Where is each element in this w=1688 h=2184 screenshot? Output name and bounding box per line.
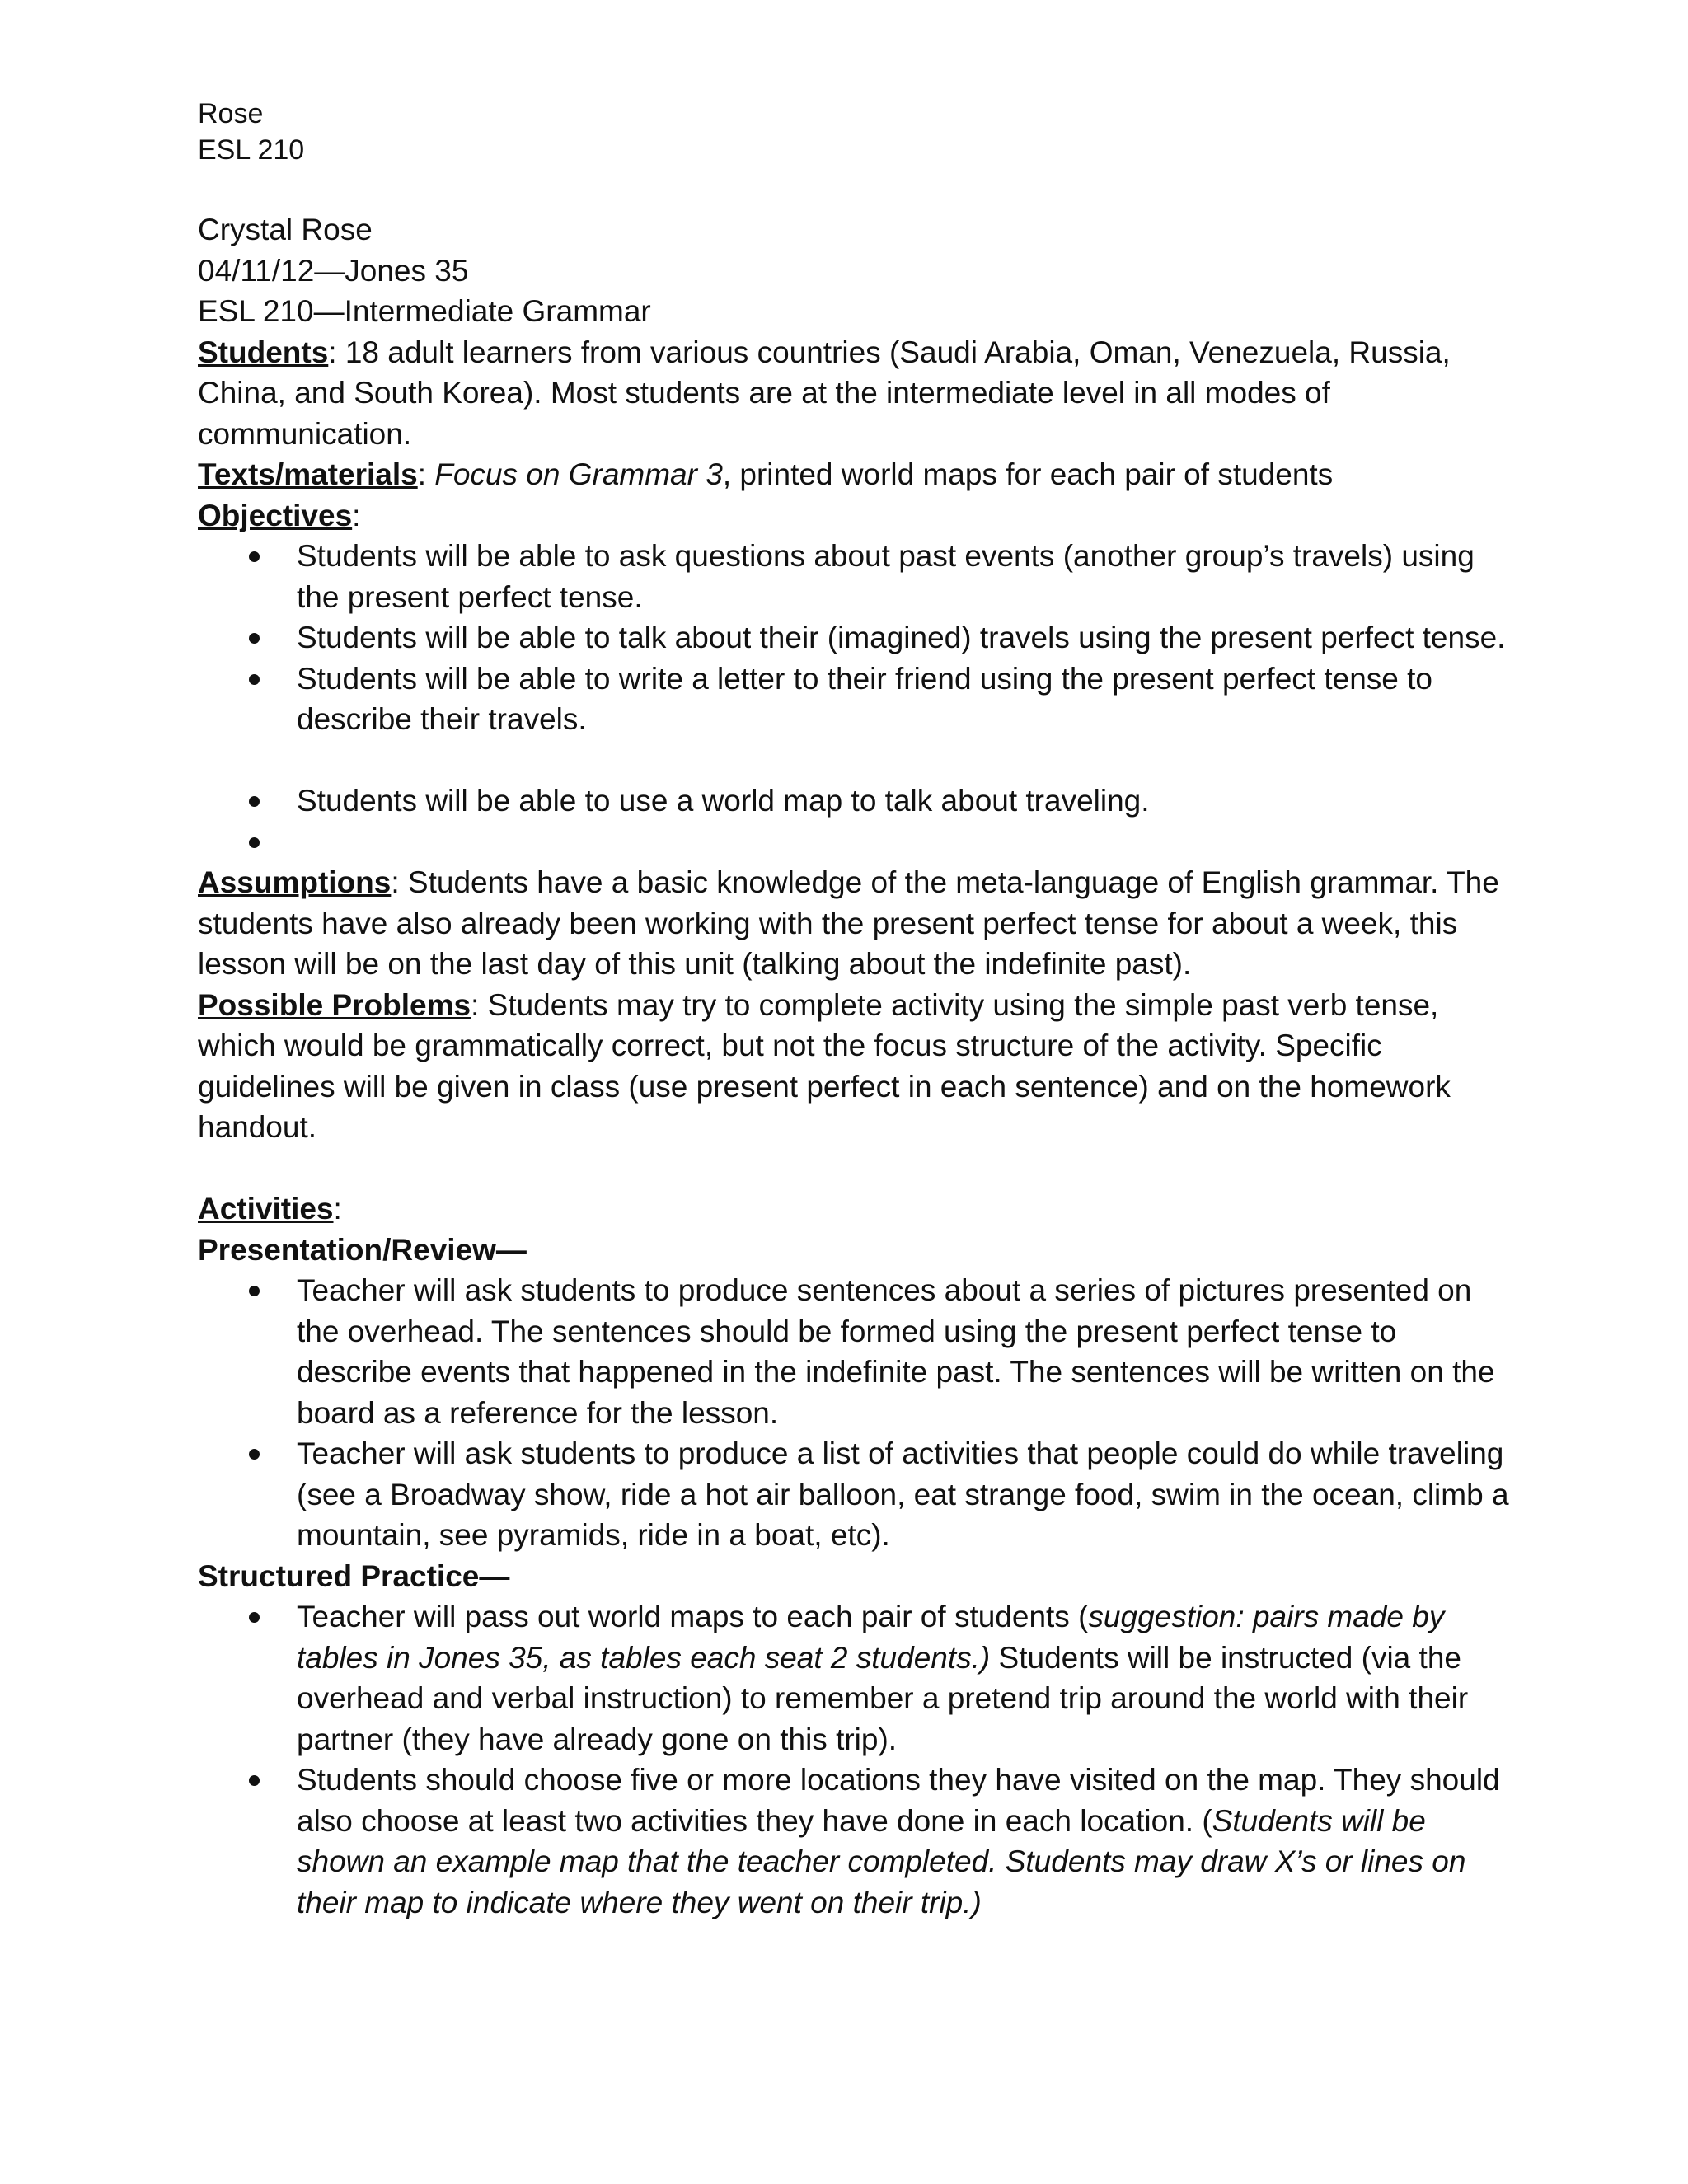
lesson-plan [198,209,1517,1923]
list-gap [198,740,1517,781]
presentation-item: Teacher will ask students to produce a list of activities that people could do while traveling (see a Broadway show, ride a hot air balloon, eat strange food, swim in the ocean, climb a mountain, see pyramids, ride in a boat, etc). [198,1433,1517,1556]
activities-colon: : [333,1192,342,1226]
structured-heading: Structured Practice— [198,1558,510,1593]
materials-label: Texts/materials [198,457,418,491]
presentation-list [198,1270,1517,1556]
objective-item: Students will be able to write a letter to their friend using the present perfect tense to describe their travels. [198,658,1517,740]
header-surname: Rose [198,98,264,129]
objectives-colon: : [352,498,361,532]
header-course-code: ESL 210 [198,134,305,166]
objective-item: Students will be able to use a world map to talk about traveling. [198,780,1517,822]
problems-section [198,985,1517,1148]
structured-item [198,1596,1517,1760]
materials-book: Focus on Grammar 3 [434,457,723,491]
section-gap [198,1148,1517,1189]
course-title: ESL 210—Intermediate Grammar [198,294,651,328]
students-text: : 18 adult learners from various countries (Saudi Arabia, Oman, Venezuela, Russia, China, and South Korea). Most students are at the intermediate level in all modes of communication. [198,335,1451,451]
materials-sep: : [417,457,435,491]
materials-section [198,454,1517,495]
students-section [198,332,1517,455]
problems-text: : Students may try to complete activity using the simple past verb tense, which would be grammatically correct, but not the focus structure of the activity. Specific guidelines will be given in class (use present perfect in each sentence) and on the homework handout. [198,987,1451,1144]
structured-item [198,1760,1517,1923]
presentation-item: Teacher will ask students to produce sentences about a series of pictures presented on the overhead. The sentences should be formed using the present perfect tense to describe events that happened in the indefinite past. The sentences will be written on the board as a reference for the lesson. [198,1270,1517,1433]
objective-item: Students will be able to talk about their (imagined) travels using the present perfect tense. [198,617,1517,658]
activities-label: Activities [198,1192,334,1226]
structured-item-note: Students will be shown an example map that the teacher completed. Students may draw X’s or lines on their map to indicate where they went on their trip.) [297,1803,1466,1919]
structured-item-text: Students will be instructed (via the overhead and verbal instruction) to remember a pretend trip around the world with their partner (they have already gone on this trip). [297,1640,1469,1756]
activities-heading [198,1188,1517,1230]
structured-list [198,1596,1517,1923]
structured-item-text: Students should choose five or more locations they have visited on the map. They should also choose at least two activities they have done in each location. ( [297,1763,1500,1838]
materials-rest: , printed world maps for each pair of students [722,457,1334,491]
objectives-heading [198,495,1517,537]
objectives-list [198,536,1517,862]
problems-label: Possible Problems [198,987,471,1022]
assumptions-section [198,862,1517,985]
date-room: 04/11/12—Jones 35 [198,253,469,288]
objectives-label: Objectives [198,498,353,532]
objective-item: Students will be able to ask questions about past events (another group’s travels) using the present perfect tense. [198,536,1517,617]
students-label: Students [198,335,329,369]
assumptions-text: : Students have a basic knowledge of the meta-language of English grammar. The students have also already been working with the present perfect tense for about a week, this lesson will be on the last day of this unit (talking about the indefinite past). [198,865,1499,981]
empty-objective-item [198,822,1517,863]
assumptions-label: Assumptions [198,865,392,899]
page-header [198,96,1517,168]
structured-item-note: suggestion: pairs made by tables in Jones 35, as tables each seat 2 students.) [297,1600,1445,1675]
presentation-heading: Presentation/Review— [198,1232,527,1267]
structured-item-text: Teacher will pass out world maps to each pair of students ( [297,1600,1089,1633]
teacher-name: Crystal Rose [198,213,373,246]
